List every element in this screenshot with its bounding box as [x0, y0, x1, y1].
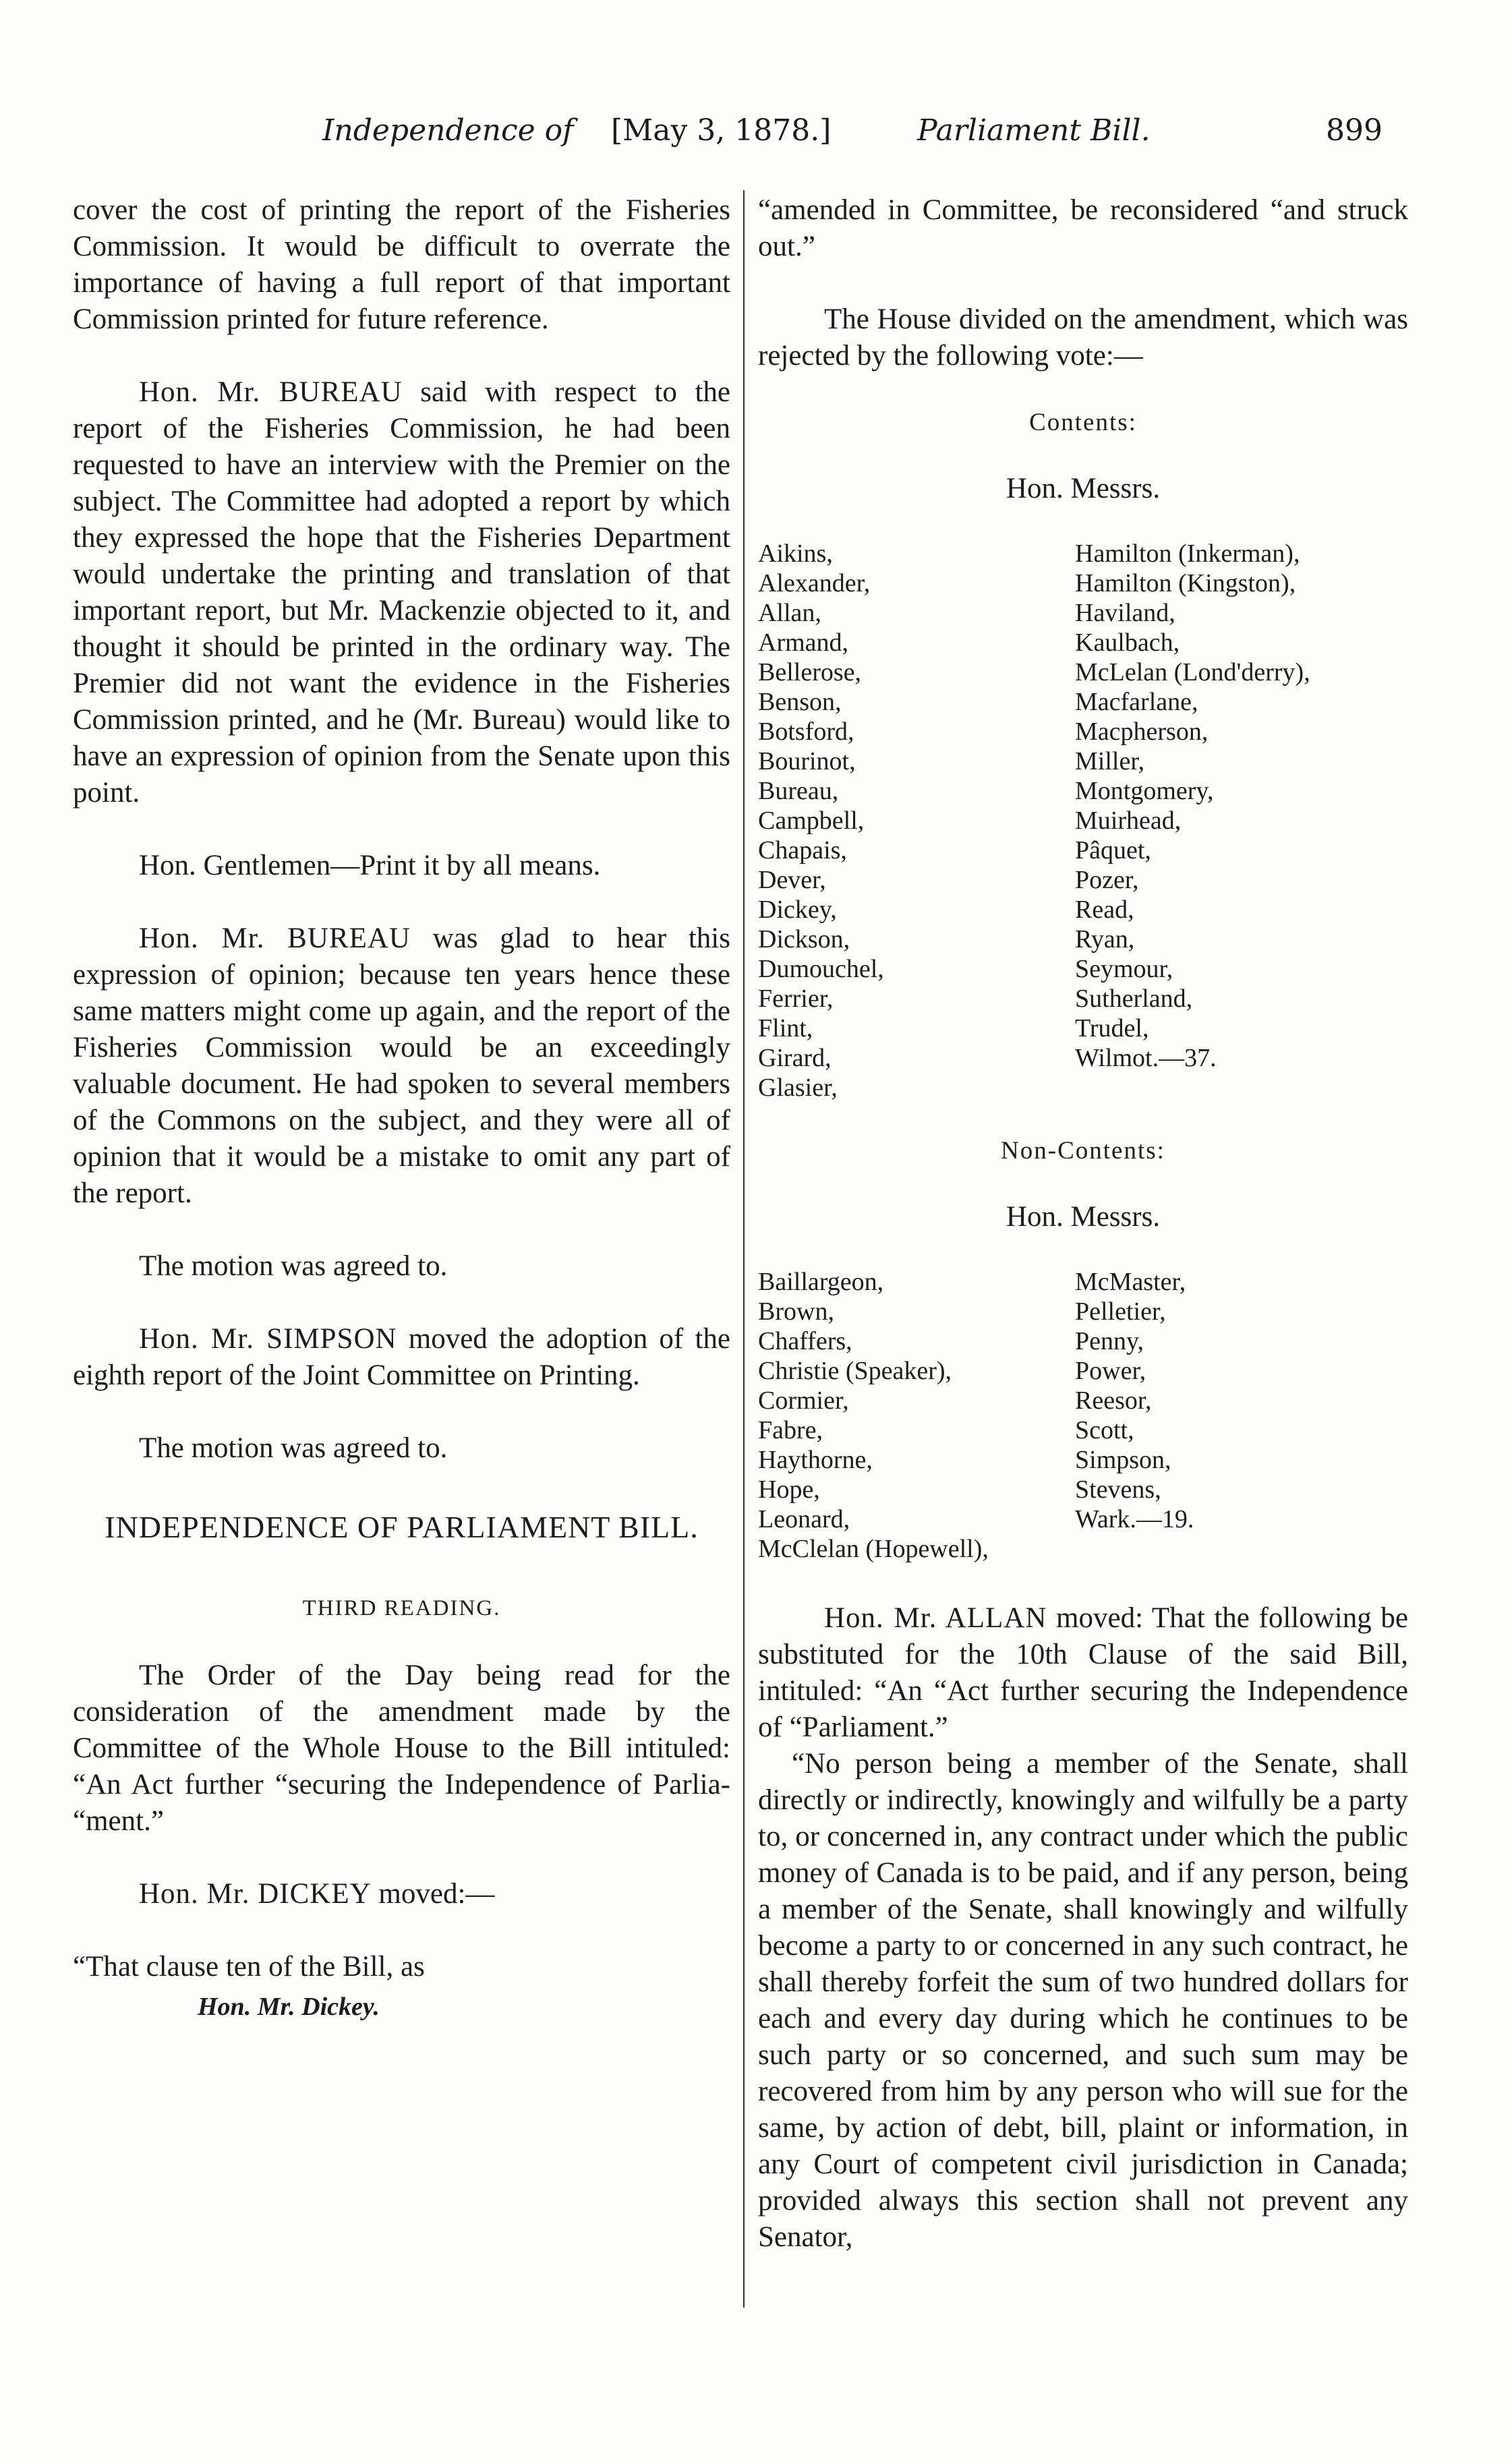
- senator-name: Brown,: [758, 1297, 834, 1326]
- paragraph-fisheries-cost: cover the cost of printing the report of the Fisheries Commission. It would be difficult to overrate the importance of having a full report of that important Commission printed for future reference.: [73, 194, 730, 335]
- senator-name: McClelan (Hopewell),: [758, 1535, 989, 1563]
- senator-name: Fabre,: [758, 1416, 823, 1444]
- senator-name: Bellerose,: [758, 658, 862, 686]
- contents-column-2: [1075, 539, 1399, 1103]
- senator-name: Girard,: [758, 1044, 832, 1072]
- paragraph-allan: [758, 1600, 1408, 1746]
- senator-name: Botsford,: [758, 717, 854, 746]
- non-contents-list: [758, 1267, 1408, 1564]
- column-divider: [743, 190, 745, 2308]
- paragraph-gentlemen: Hon. Gentlemen—Print it by all means.: [139, 850, 601, 881]
- speech-text: moved: That the following be substituted for the 10th Clause of the said Bill, intituled: “An “Act further securing the Independence of “Parliament.”: [758, 1602, 1408, 1743]
- senator-name: Montgomery,: [1075, 777, 1214, 805]
- senator-name: Dumouchel,: [758, 955, 884, 983]
- senator-name: Haviland,: [1075, 599, 1175, 627]
- senator-name: Muirhead,: [1075, 806, 1182, 835]
- senator-name: Alexander,: [758, 569, 871, 597]
- senator-name: Aikins,: [758, 539, 833, 568]
- senator-name: Cormier,: [758, 1386, 849, 1415]
- paragraph-dickey-quote: “That clause ten of the Bill, as: [73, 1951, 425, 1983]
- senator-name: Allan,: [758, 599, 821, 627]
- non-contents-column-1: [758, 1267, 1075, 1564]
- senator-name: Benson,: [758, 688, 842, 716]
- paragraph-bureau-1: [73, 374, 730, 811]
- senator-name: Campbell,: [758, 806, 865, 835]
- senator-name: Pelletier,: [1075, 1297, 1166, 1326]
- senator-name: Bourinot,: [758, 747, 856, 775]
- senator-name: Hope,: [758, 1475, 820, 1504]
- senator-name: Chapais,: [758, 836, 847, 864]
- senator-name: Pozer,: [1075, 866, 1139, 894]
- senator-name: Macfarlane,: [1075, 688, 1198, 716]
- paragraph-order-of-day: The Order of the Day being read for the consideration of the amendment made by the Committee of the Whole House to the Bill intituled: “An Act further “securing the Independence of Parlia- “ment.”: [73, 1660, 730, 1837]
- senator-name: Haythorne,: [758, 1446, 873, 1474]
- senator-name: Reesor,: [1075, 1386, 1152, 1415]
- senator-name: Read,: [1075, 896, 1134, 924]
- senator-name: Simpson,: [1075, 1446, 1171, 1474]
- non-contents-heading: Non-Contents:: [1001, 1137, 1165, 1165]
- contents-column-1: [758, 539, 1075, 1103]
- senator-name: Seymour,: [1075, 955, 1173, 983]
- paragraph-amended: “amended in Committee, be reconsidered “and struck out.”: [758, 194, 1408, 262]
- contents-subheading: Hon. Messrs.: [1006, 473, 1161, 504]
- senator-name: McLelan (Lond'derry),: [1075, 658, 1310, 686]
- senator-name: Ferrier,: [758, 985, 834, 1013]
- senator-name: Wark.—19.: [1075, 1505, 1194, 1533]
- paragraph-house-divided: The House divided on the amendment, which was rejected by the following vote:—: [758, 303, 1408, 372]
- senator-name: Macpherson,: [1075, 717, 1209, 746]
- senator-name: Leonard,: [758, 1505, 850, 1533]
- senator-name: Flint,: [758, 1014, 813, 1043]
- senator-name: Hamilton (Inkerman),: [1075, 539, 1300, 568]
- contents-list: [758, 539, 1408, 1103]
- section-subheading: THIRD READING.: [302, 1596, 501, 1620]
- senator-name: McMaster,: [1075, 1268, 1186, 1296]
- senator-name: Dickey,: [758, 896, 837, 924]
- paragraph-simpson: [73, 1321, 730, 1394]
- contents-heading: Contents:: [1029, 409, 1137, 436]
- speaker-name: Hon. Mr. DICKEY: [139, 1878, 372, 1910]
- non-contents-subheading: Hon. Messrs.: [1006, 1201, 1161, 1233]
- senator-name: Trudel,: [1075, 1014, 1149, 1043]
- paragraph-motion-agreed-1: The motion was agreed to.: [139, 1250, 448, 1282]
- senator-name: Baillargeon,: [758, 1268, 884, 1296]
- running-header-left: Independence of: [322, 113, 574, 148]
- senator-name: Chaffers,: [758, 1327, 852, 1355]
- senator-name: Power,: [1075, 1357, 1146, 1385]
- senator-name: Scott,: [1075, 1416, 1134, 1444]
- senator-name: Pâquet,: [1075, 836, 1151, 864]
- speaker-name: Hon. Mr. BUREAU: [139, 376, 403, 408]
- paragraph-motion-agreed-2: The motion was agreed to.: [139, 1432, 448, 1464]
- quoted-clause: “No person being a member of the Senate, shall directly or indirectly, knowingly and wilfully be a party to, or concerned in, any contract under which the public money of Canada is to be paid, and if any person, being a member of the Senate, shall knowingly and wilfully become a party to or concerned in any such contract, he shall thereby forfeit the sum of two hundred dollars for each and every day during which he continues to be such party or so concerned, and such sum may be recovered from him by any person who will sue for the same, by action of debt, bill, plaint or information, in any Court of competent civil jurisdiction in Canada; provided always this section shall not prevent any Senator,: [758, 1748, 1408, 2253]
- speech-text: moved:—: [371, 1878, 495, 1910]
- left-column: [73, 192, 730, 2022]
- section-heading: INDEPENDENCE OF PARLIAMENT BILL.: [105, 1510, 699, 1544]
- right-column: [758, 192, 1408, 2256]
- speaker-name: Hon. Mr. ALLAN: [824, 1602, 1047, 1634]
- footer-speaker: Hon. Mr. Dickey.: [198, 1993, 380, 2021]
- senator-name: Stevens,: [1075, 1475, 1161, 1504]
- senator-name: Dickson,: [758, 925, 850, 954]
- senator-name: Dever,: [758, 866, 826, 894]
- running-header-date: [May 3, 1878.]: [611, 113, 832, 148]
- speech-text: said with respect to the report of the Fisheries Commission, he had been requested to have an interview with the Premier on the subject. The Committee had adopted a report by which they expressed the hope that the Fisheries Department would undertake the printing and translation of that important report, but Mr. Mackenzie objected to it, and thought it should be printed in the ordinary way. The Premier did not want the evidence in the Fisheries Commission printed, and he (Mr. Bureau) would like to have an expression of opinion from the Senate upon this point.: [73, 376, 730, 809]
- senator-name: Hamilton (Kingston),: [1075, 569, 1296, 597]
- senator-name: Christie (Speaker),: [758, 1357, 952, 1385]
- speaker-name: Hon. Mr. BUREAU: [139, 922, 411, 954]
- senator-name: Bureau,: [758, 777, 839, 805]
- senator-name: Sutherland,: [1075, 985, 1193, 1013]
- non-contents-column-2: [1075, 1267, 1399, 1564]
- senator-name: Miller,: [1075, 747, 1144, 775]
- speaker-name: Hon. Mr. SIMPSON: [139, 1323, 397, 1355]
- senator-name: Ryan,: [1075, 925, 1135, 954]
- senator-name: Kaulbach,: [1075, 628, 1180, 657]
- paragraph-dickey: [73, 1876, 730, 1912]
- page-number: 899: [1326, 113, 1383, 148]
- senator-name: Glasier,: [758, 1074, 838, 1102]
- paragraph-bureau-2: [73, 920, 730, 1212]
- speech-text: was glad to hear this expression of opinion; because ten years hence these same matters might come up again, and the report of the Fisheries Commission would be an exceedingly valuable document. He had spoken to several members of the Commons on the subject, and they were all of opinion that it would be a mistake to omit any part of the report.: [73, 922, 730, 1209]
- speech-text: moved the adoption of the eighth report of the Joint Committee on Printing.: [73, 1323, 730, 1391]
- senator-name: Penny,: [1075, 1327, 1144, 1355]
- senator-name: Armand,: [758, 628, 849, 657]
- senator-name: Wilmot.—37.: [1075, 1044, 1217, 1072]
- running-header-right: Parliament Bill.: [917, 113, 1151, 148]
